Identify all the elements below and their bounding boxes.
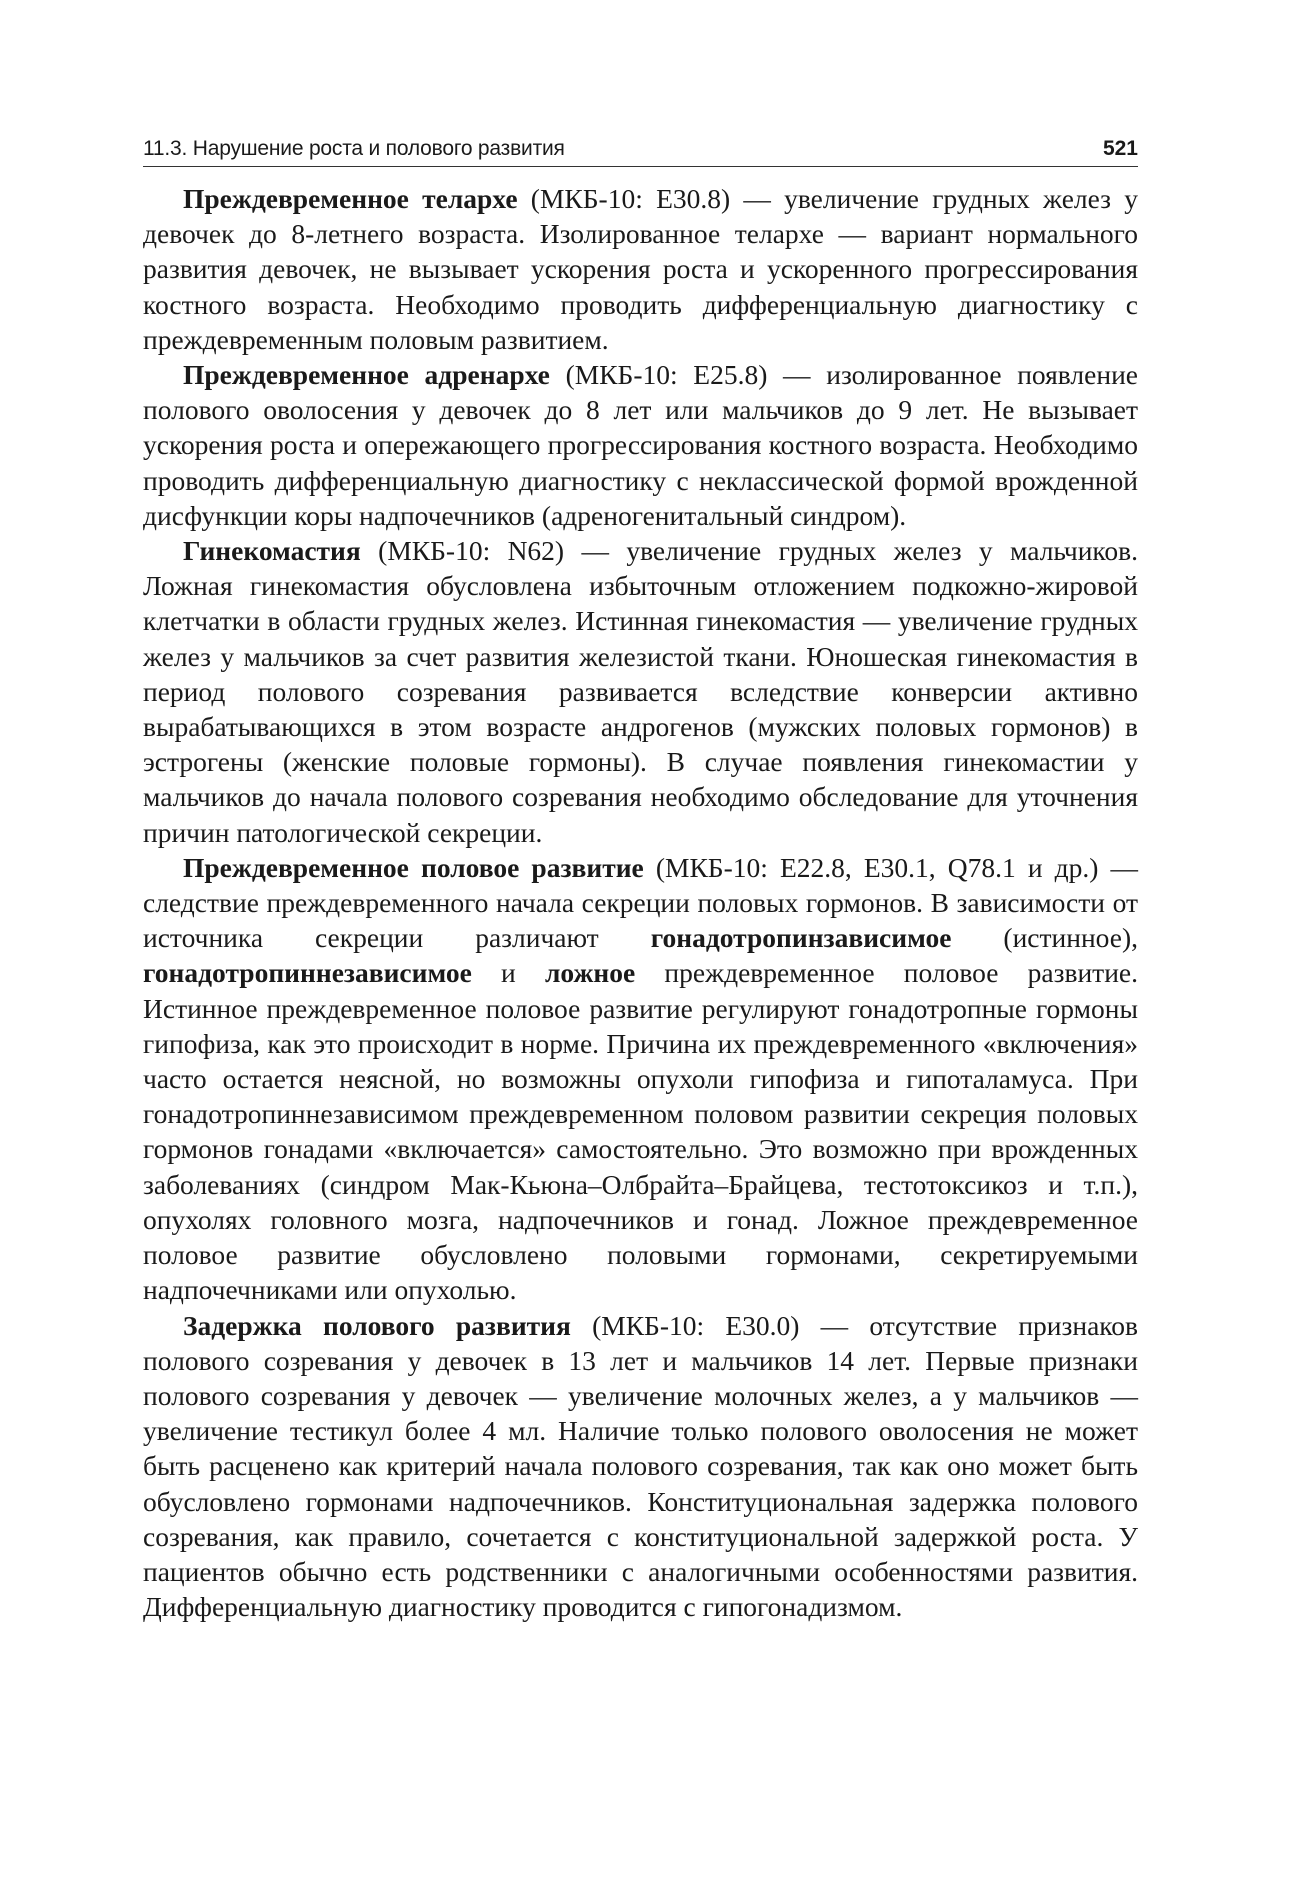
paragraph-text: (МКБ-10: E25.8) — изолированное появление полового оволосения у девочек до 8 лет или мальчиков до 9 лет. Не вызывает ускорения роста и опережающего прогрессирования костного возраста. Необходимо проводить дифференциальную диагностику с неклассической формой врожденной дисфункции коры надпочечников (адреногенитальный синдром). <box>143 359 1138 531</box>
term-delayed-puberty: Задержка полового развития <box>183 1309 571 1341</box>
term-premature-adrenarche: Преждевременное адренархе <box>183 359 550 391</box>
paragraph-text: и <box>471 957 545 989</box>
paragraph-text: (МКБ-10: E30.0) — отсутствие признаков полового созревания у девочек в 13 лет и мальчиков 14 лет. Первые признаки полового созревания у девочек — увеличение молочных желез, а у мальчиков — увеличение тестикул более 4 мл. Наличие только полового оволосения не может быть расценено как критерий начала полового созревания, так как оно может быть обусловлено гормонами надпочечников. Конституциональная задержка полового созревания, как правило, сочетается с конституциональной задержкой роста. У пациентов обычно есть родственники с аналогичными особенностями развития. Дифференциальную диагностику проводится с гипогонадизмом. <box>143 1309 1138 1623</box>
paragraph-text: (МКБ-10: E30.8) — увеличение грудных желез у девочек до 8-летнего возраста. Изолированное телархе — вариант нормального развития девочек, не вызывает ускорения роста и ускоренного прогрессирования костного возраста. Необходимо проводить дифференциальную диагностику с преждевременным половым развитием. <box>143 183 1139 355</box>
running-title: 11.3. Нарушение роста и полового развития <box>143 137 565 160</box>
page-number: 521 <box>1102 137 1138 160</box>
term-gonadotropin-dependent: гонадотропинзависимое <box>650 922 952 954</box>
book-page <box>143 137 1138 1624</box>
paragraph-gynecomastia <box>143 533 1138 850</box>
term-gonadotropin-independent: гонадотропиннезависимое <box>143 957 472 989</box>
paragraph-precocious-puberty <box>143 850 1138 1308</box>
running-header <box>143 137 1138 167</box>
body-text <box>143 181 1138 1624</box>
paragraph-delayed-puberty <box>143 1308 1138 1625</box>
paragraph-text: (истинное), <box>951 922 1138 954</box>
paragraph-text: преждевременное половое развитие. Истинное преждевременное половое развитие регулируют гонадотропные гормоны гипофиза, как это происходит в норме. Причина их преждевременного «включения» часто остается неясной, но возможны опухоли гипофиза и гипоталамуса. При гонадотропиннезависимом преждевременном половом развитии секреция половых гормонов гонадами «включается» самостоятельно. Это возможно при врожденных заболеваниях (синдром Мак-Кьюна–Олбрайта–Брайцева, тестотоксикоз и т.п.), опухолях головного мозга, надпочечников и гонад. Ложное преждевременное половое развитие обусловлено половыми гормонами, секретируемыми надпочечниками или опухолью. <box>143 957 1138 1306</box>
term-false-precocious: ложное <box>544 957 636 989</box>
paragraph-text: (МКБ-10: N62) — увеличение грудных желез у мальчиков. Ложная гинекомастия обусловлена избыточным отложением подкожно-жировой клетчатки в области грудных желез. Истинная гинекомастия — увеличение грудных желез у мальчиков за счет развития железистой ткани. Юношеская гинекомастия в период полового созревания развивается вследствие конверсии активно вырабатывающихся в этом возрасте андрогенов (мужских половых гормонов) в эстрогены (женские половые гормоны). В случае появления гинекомастии у мальчиков до начала полового созревания необходимо обследование для уточнения причин патологической секреции. <box>143 535 1138 848</box>
term-premature-thelarche: Преждевременное телархе <box>183 183 518 214</box>
term-precocious-puberty: Преждевременное половое развитие <box>183 851 644 883</box>
term-gynecomastia: Гинекомастия <box>183 535 361 567</box>
paragraph-premature-thelarche <box>143 181 1138 357</box>
paragraph-premature-adrenarche <box>143 357 1138 533</box>
paragraph-text: (МКБ-10: E22.8, E30.1, Q78.1 и др.) — следствие преждевременного начала секреции половых гормонов. В зависимости от источника секреции различают <box>143 851 1138 954</box>
